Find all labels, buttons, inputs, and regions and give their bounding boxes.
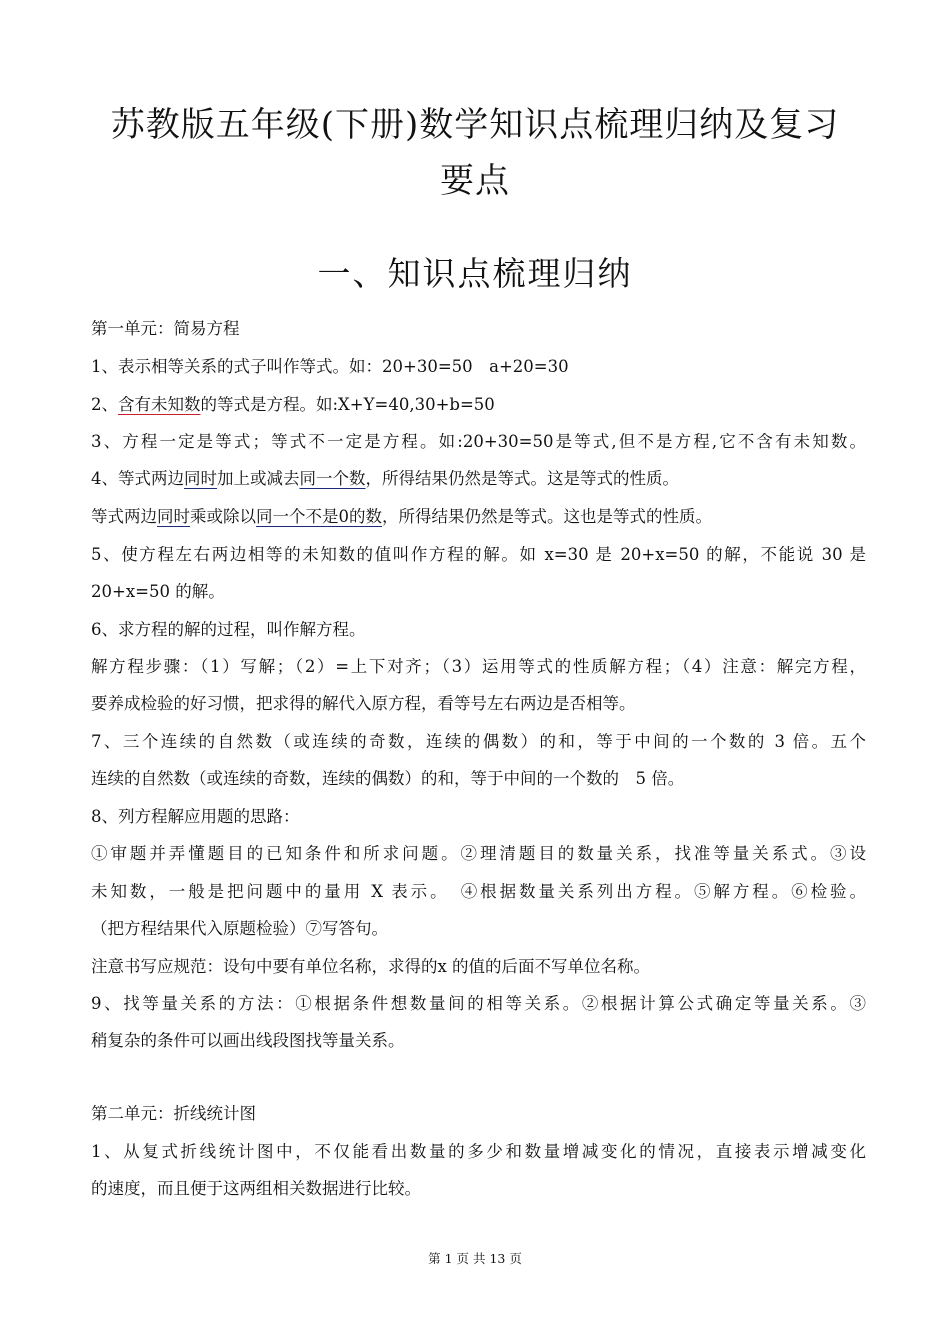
point-4-text-c: ，所得结果仍然是等式。这是等式的性质。: [365, 469, 679, 488]
underlined-term-simultaneous-2: 同时: [157, 507, 190, 526]
unit1-point-1: 1、表示相等关系的式子叫作等式。如：20+30=50 a+20=30: [91, 357, 569, 376]
unit1-point-3: 3、方程一定是等式；等式不一定是方程。如:20+30=50是等式,但不是方程,它不含有未知数。: [91, 432, 866, 451]
unit1-point-8-line3: （把方程结果代入原题检验）⑦写答句。: [91, 919, 388, 938]
unit1-point-5-line2: 20+x=50 的解。: [91, 582, 225, 601]
document-title: [60, 97, 890, 209]
unit1-point-2: [91, 393, 866, 417]
unit1-steps-line1: 解方程步骤：（1）写解；（2）=上下对齐；（3）运用等式的性质解方程；（4）注意：解完方程，: [91, 657, 866, 676]
unit1-point-7-line1: 7、三个连续的自然数（或连续的奇数，连续的偶数）的和，等于中间的一个数的 3 倍。五个: [91, 732, 866, 751]
point-2-rest: 的等式是方程。如:X+Y=40,30+b=50: [200, 395, 495, 414]
underlined-term-nonzero-number: 同一个不是0的数: [256, 507, 382, 526]
section-title: 一、知识点梳理归纳: [317, 254, 633, 293]
unit1-point-7-line2: 连续的自然数（或连续的奇数，连续的偶数）的和，等于中间的一个数的 5 倍。: [91, 769, 685, 788]
unit1-steps-line2: 要养成检验的好习惯，把求得的解代入原方程，看等号左右两边是否相等。: [91, 694, 636, 713]
point-4b-text-a: 等式两边: [91, 507, 157, 526]
page-footer: 第 1 页 共 13 页: [428, 1251, 522, 1266]
point-4b-text-b: 乘或除以: [190, 507, 256, 526]
unit2-heading: 第二单元：折线统计图: [91, 1104, 256, 1123]
unit2-point-1-line2: 的速度，而且便于这两组相关数据进行比较。: [91, 1179, 421, 1198]
underlined-term-same-number: 同一个数: [299, 469, 366, 488]
unit1-point-6: 6、求方程的解的过程，叫作解方程。: [91, 620, 366, 639]
unit1-point-9-line1: 9、找等量关系的方法：①根据条件想数量间的相等关系。②根据计算公式确定等量关系。③: [91, 994, 866, 1013]
underlined-term-simultaneous: 同时: [184, 469, 217, 488]
point-4-text-a: 4、等式两边: [91, 469, 184, 488]
unit1-heading: 第一单元：简易方程: [91, 319, 240, 338]
unit1-point-4: [91, 467, 866, 491]
document-title-line2: 要点: [440, 161, 510, 201]
point-4b-text-c: ，所得结果仍然是等式。这也是等式的性质。: [382, 507, 712, 526]
unit2-point-1-line1: 1、从复式折线统计图中，不仅能看出数量的多少和数量增减变化的情况，直接表示增减变化: [91, 1142, 866, 1161]
document-title-line1: 苏教版五年级(下册)数学知识点梳理归纳及复习: [110, 105, 840, 145]
point-4-text-b: 加上或减去: [217, 469, 300, 488]
unit1-point-8-line2: 未知数，一般是把问题中的量用 X 表示。 ④根据数量关系列出方程。⑤解方程。⑥检验。: [91, 882, 866, 901]
unit1-point-8-line1: ①审题并弄懂题目的已知条件和所求问题。②理清题目的数量关系，找准等量关系式。③设: [91, 844, 866, 863]
unit1-point-4-multiply: [91, 505, 866, 529]
unit1-point-8: 8、列方程解应用题的思路：: [91, 807, 300, 826]
unit1-point-5-line1: 5、使方程左右两边相等的未知数的值叫作方程的解。如 x=30 是 20+x=50 的解，不能说 30 是: [91, 545, 866, 564]
unit1-point-9-line2: 稍复杂的条件可以画出线段图找等量关系。: [91, 1031, 405, 1050]
unit1-note: 注意书写应规范：设句中要有单位名称，求得的x 的值的后面不写单位名称。: [91, 957, 651, 976]
point-2-number: 2、: [91, 395, 118, 414]
underlined-term-unknown: 含有未知数: [118, 395, 201, 414]
